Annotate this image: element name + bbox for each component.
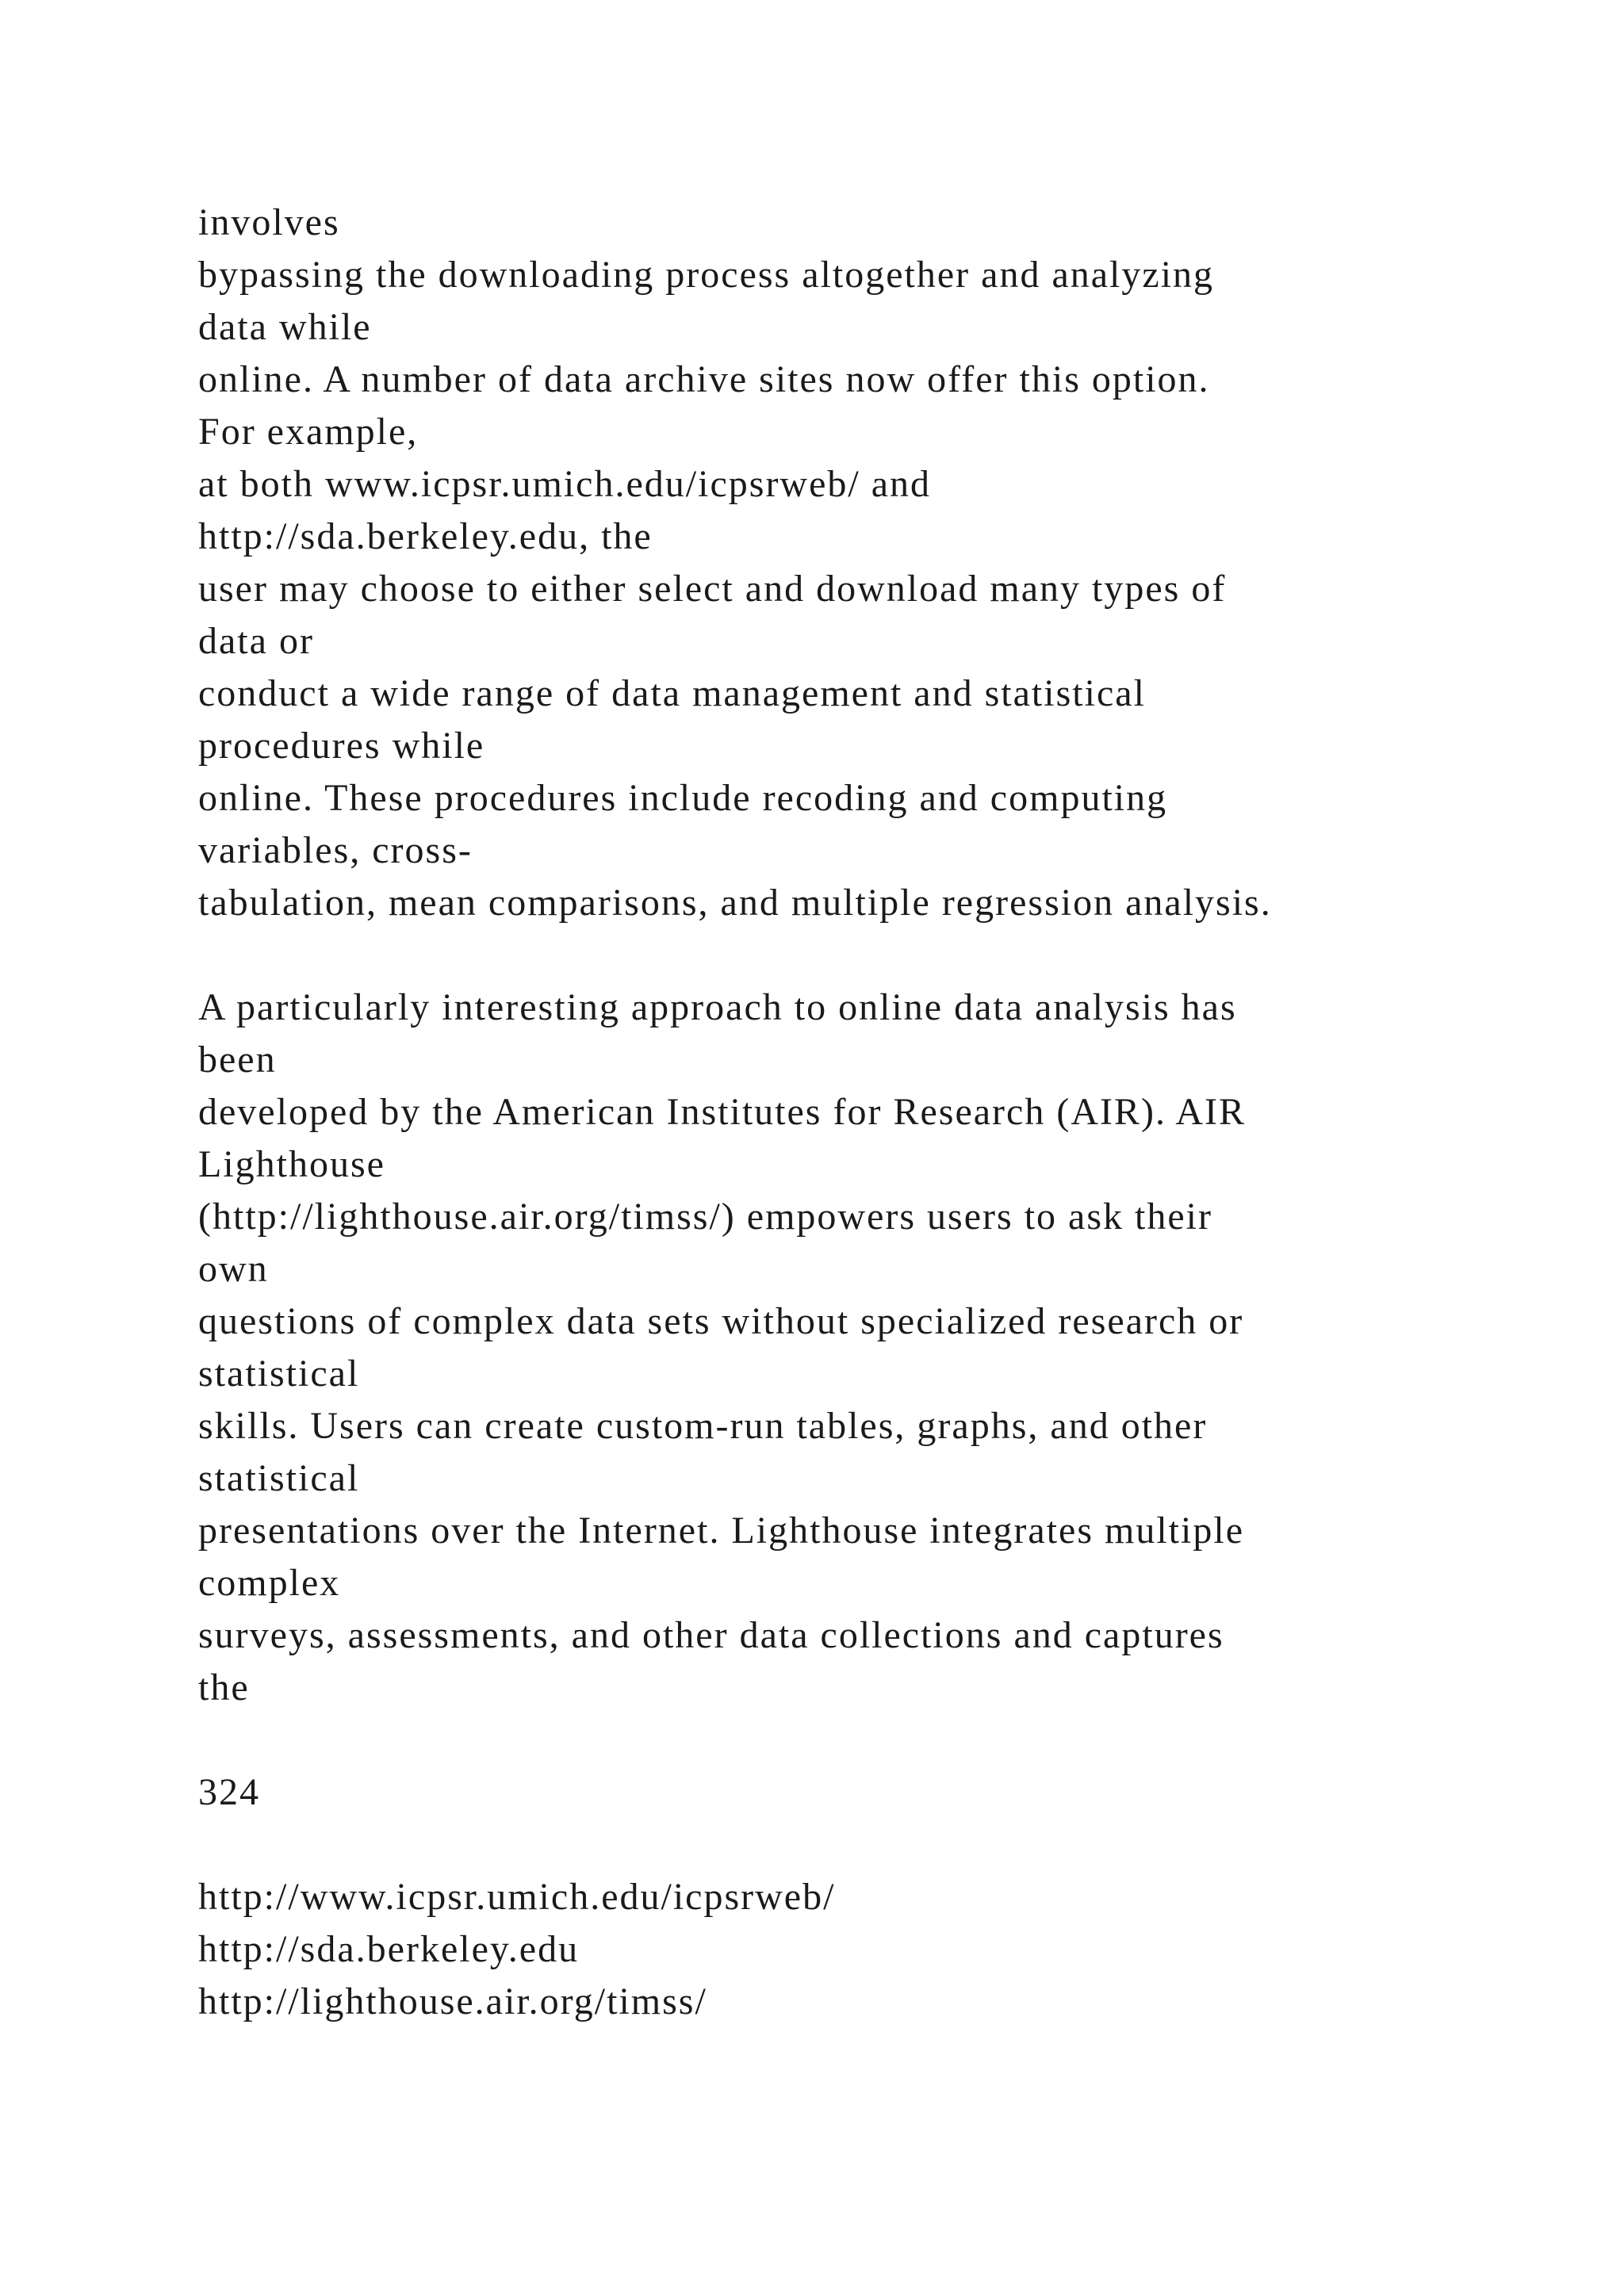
text-line: user may choose to either select and download many types of xyxy=(198,568,1227,610)
text-line: questions of complex data sets without specialized research or xyxy=(198,1300,1244,1342)
text-line: bypassing the downloading process altogether and analyzing xyxy=(198,254,1215,296)
text-line: online. These procedures include recoding and computing xyxy=(198,777,1168,819)
link-sda-berkeley[interactable]: http://sda.berkeley.edu xyxy=(198,1928,580,1970)
text-line: presentations over the Internet. Lighthouse integrates multiple xyxy=(198,1510,1244,1552)
link-lighthouse-air[interactable]: http://lighthouse.air.org/timss/ xyxy=(198,1980,707,2022)
text-line: complex xyxy=(198,1562,341,1604)
text-line: variables, cross- xyxy=(198,829,473,871)
text-line: procedures while xyxy=(198,725,485,767)
link-list xyxy=(198,1871,1546,2028)
text-line: skills. Users can create custom-run tables, graphs, and other xyxy=(198,1405,1208,1447)
text-line: surveys, assessments, and other data collections and captures xyxy=(198,1614,1224,1656)
text-line: tabulation, mean comparisons, and multiple regression analysis. xyxy=(198,882,1272,924)
text-line: been xyxy=(198,1039,277,1081)
text-line: (http://lighthouse.air.org/timss/) empowers users to ask their xyxy=(198,1196,1212,1238)
text-line: http://sda.berkeley.edu, the xyxy=(198,515,653,557)
text-line: the xyxy=(198,1667,250,1709)
text-line: data or xyxy=(198,620,314,662)
link-icpsr[interactable]: http://www.icpsr.umich.edu/icpsrweb/ xyxy=(198,1876,836,1918)
text-line: own xyxy=(198,1248,269,1290)
paragraph-gap xyxy=(198,929,1546,982)
paragraph-1 xyxy=(198,197,1546,929)
document-page xyxy=(198,197,1546,2028)
paragraph-gap xyxy=(198,1714,1546,1766)
text-line: online. A number of data archive sites now offer this option. xyxy=(198,358,1210,400)
paragraph-gap xyxy=(198,1819,1546,1871)
text-line: involves xyxy=(198,201,340,243)
text-line: Lighthouse xyxy=(198,1143,385,1185)
text-line: A particularly interesting approach to online data analysis has xyxy=(198,986,1237,1028)
paragraph-2 xyxy=(198,982,1546,1714)
page-number: 324 xyxy=(198,1771,260,1813)
text-line: at both www.icpsr.umich.edu/icpsrweb/ and xyxy=(198,463,932,505)
text-line: For example, xyxy=(198,411,419,453)
text-line: data while xyxy=(198,306,372,348)
text-line: developed by the American Institutes for Research (AIR). AIR xyxy=(198,1091,1246,1133)
text-line: statistical xyxy=(198,1353,360,1395)
text-line: statistical xyxy=(198,1457,360,1499)
text-line: conduct a wide range of data management and statistical xyxy=(198,672,1146,714)
